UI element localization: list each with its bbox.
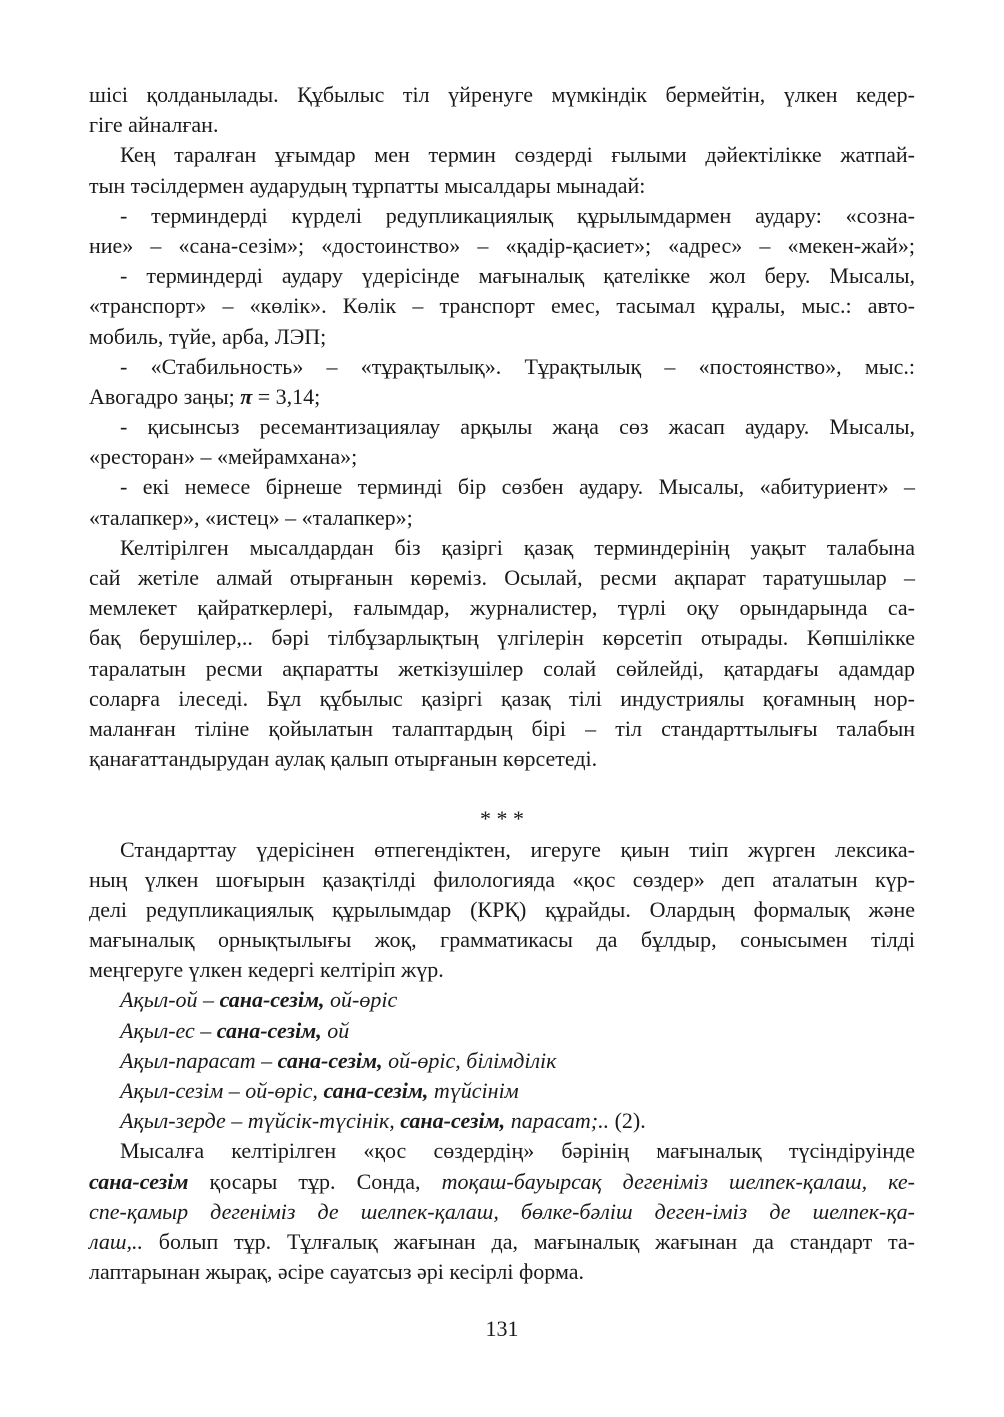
section-separator: * * *: [480, 806, 524, 832]
list-item: - «Стабильность» – «тұрақтылық». Тұрақтылық – «постоянство», мыс.:: [120, 353, 915, 379]
text-line: Келтірілген мысалдардан біз қазіргі қазақ терминдерінің уақыт талабына: [120, 534, 915, 560]
text-line: «талапкер», «истец» – «талапкер»;: [89, 504, 413, 530]
text-line: Мысалға келтірілген «қос сөздердің» бәрінің мағыналық түсіндіруінде: [120, 1138, 915, 1164]
example-line: Ақыл-ес – сана-сезім, ой: [120, 1017, 350, 1043]
text-line: соларға ілеседі. Бұл құбылыс қазіргі қазақ тілі индустриялы қоғамның нор-: [89, 685, 915, 711]
text-fragment: = 3,14;: [252, 383, 321, 409]
text-line: Кең таралған ұғымдар мен термин сөздерді ғылыми дәйектілікке жатпай-: [120, 142, 915, 168]
example-line: Ақыл-ой – сана-сезім, ой-өріс: [120, 987, 398, 1013]
example-line: Ақыл-зерде – түйсік-түсінік, сана-сезім, парасат;.. (2).: [120, 1108, 646, 1134]
text-line: делі редупликациялық құрылымдар (КРҚ) құрайды. Олардың формалық және: [89, 896, 915, 922]
text-line: меңгеруге үлкен кедергі келтіріп жүр.: [89, 957, 444, 983]
list-item: - екі немесе бірнеше терминді бір сөзбен аудару. Мысалы, «абитуриент» –: [120, 474, 915, 500]
text-line: қанағаттандырудан аулақ қалып отырғанын көрсетеді.: [89, 746, 598, 772]
text-line: тын тәсілдермен аударудың тұрпатты мысалдары мынадай:: [89, 172, 646, 198]
text-line: лаш,.. болып тұр. Тұлғалық жағынан да, мағыналық жағынан да стандарт та-: [89, 1228, 915, 1254]
text-line: сана-сезім қосары тұр. Сонда, тоқаш-бауырсақ дегеніміз шелпек-қалаш, ке-: [89, 1168, 915, 1194]
text-line: мағыналық орнықтылығы жоқ, грамматикасы да бұлдыр, сонысымен тілді: [89, 927, 915, 953]
text-line: шісі қолданылады. Құбылыс тіл үйренуге мүмкіндік бермейтін, үлкен кедер-: [89, 82, 915, 107]
text-line: мобиль, түйе, арба, ЛЭП;: [89, 323, 327, 349]
text-line: лаптарынан жырақ, әсіре сауатсыз әрі кесірлі форма.: [89, 1259, 584, 1285]
list-item: - қисынсыз ресемантизациялау арқылы жаңа сөз жасап аудару. Мысалы,: [120, 414, 915, 440]
pi-symbol: π: [240, 383, 253, 409]
text-line: Стандарттау үдерісінен өтпегендіктен, игеруге қиын тиіп жүрген лексика-: [120, 836, 915, 862]
list-item: - терминдерді аудару үдерісінде мағыналық қателікке жол беру. Мысалы,: [120, 263, 915, 289]
text-line: маланған тіліне қойылатын талаптардың бірі – тіл стандарттылығы талабын: [89, 715, 915, 741]
text-line: «транспорт» – «көлік». Көлік – транспорт емес, тасымал құралы, мыс.: авто-: [89, 293, 915, 319]
text-line: таралатын ресми ақпаратты жеткізушілер солай сөйлейді, қатардағы адамдар: [89, 655, 915, 681]
list-item: - терминдерді күрделі редупликациялық құрылымдармен аудару: «созна-: [120, 202, 915, 228]
text-line: сай жетіле алмай отырғанын көреміз. Осылай, ресми ақпарат таратушылар –: [89, 565, 915, 590]
page-text: [89, 80, 915, 1287]
text-line: ние» – «сана-сезім»; «достоинство» – «қадір-қасиет»; «адрес» – «мекен-жай»;: [89, 232, 915, 258]
text-line: гіге айналған.: [89, 112, 219, 138]
text-fragment: Авогадро заңы;: [89, 383, 241, 409]
text-line: мемлекет қайраткерлері, ғалымдар, журналистер, түрлі оқу орындарында са-: [89, 595, 915, 621]
text-line: [89, 382, 915, 412]
example-line: Ақыл-парасат – сана-сезім, ой-өріс, білімділік: [120, 1047, 557, 1073]
text-line: бақ берушілер,.. бәрі тілбұзарлықтың үлгілерін көрсетіп отырады. Көпшілікке: [89, 625, 915, 651]
example-line: Ақыл-сезім – ой-өріс, сана-сезім, түйсінім: [120, 1078, 519, 1103]
page-number: 131: [485, 1316, 519, 1341]
text-line: «ресторан» – «мейрамхана»;: [89, 444, 358, 470]
text-line: ның үлкен шоғырын қазақтілді филологияда «қос сөздер» деп аталатын күр-: [89, 866, 915, 892]
text-line: спе-қамыр дегеніміз де шелпек-қалаш, бөлке-бәліш деген-іміз де шелпек-қа-: [89, 1198, 915, 1224]
